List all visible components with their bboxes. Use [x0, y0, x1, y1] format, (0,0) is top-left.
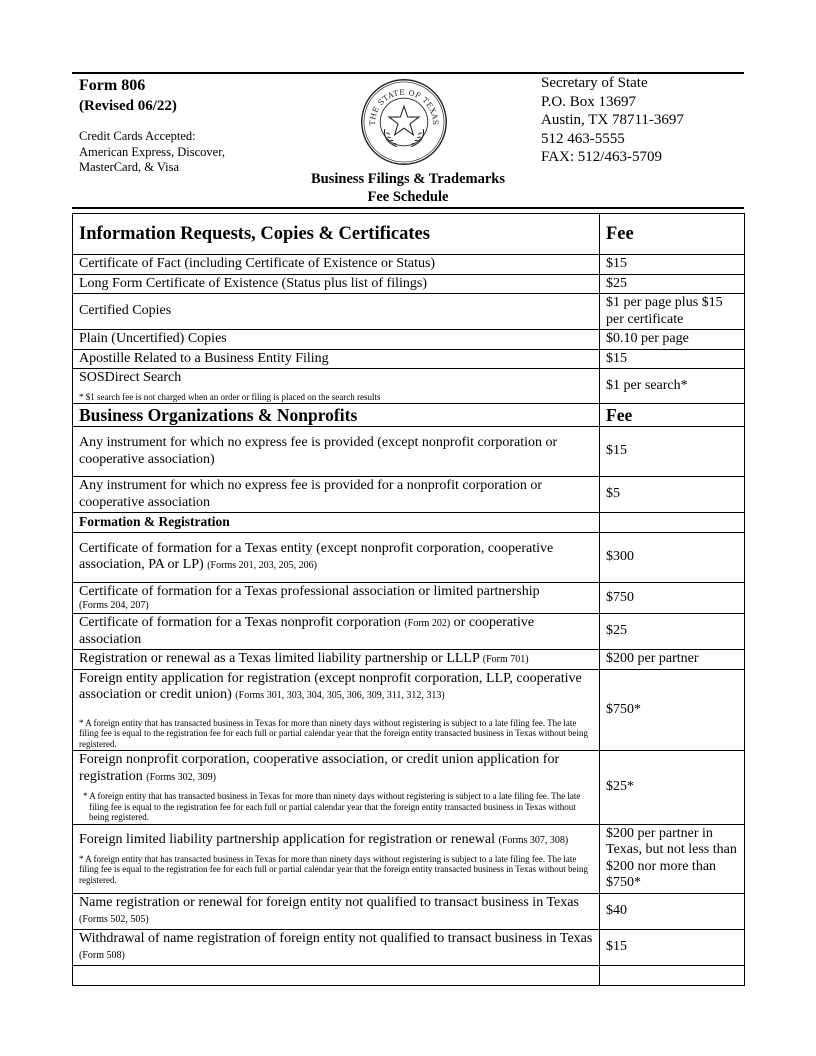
phone: 512 463-5555: [541, 130, 625, 147]
table-row: Foreign nonprofit corporation, cooperative association, or credit union application for registration (Forms 302, 309) * A foreign entity that has transacted business in Texas for more than ninety days without registering is subject to a late filing fee. The late filing fee is equal to the registration fee for each full or partial calendar year that the foreign entity transacted business in Texas without being registered. $25*: [73, 751, 745, 825]
formation-heading: Formation & Registration: [73, 513, 600, 533]
fee-column-heading: Fee: [600, 214, 745, 255]
table-row: Withdrawal of name registration of foreign entity not qualified to transact business in Texas (Form 508) $15: [73, 929, 745, 965]
table-row: Foreign entity application for registration (except nonprofit corporation, LLP, cooperative association or credit union) (Forms 301, 303, 304, 305, 306, 309, 311, 312, 313) * A foreign entity that has transacted business in Texas for more than ninety days without registering is subject to a late filing fee. The late filing fee is equal to the registration fee for each full or partial calendar year that the foreign entity transacted business in Texas without being registered. $750*: [73, 669, 745, 751]
table-row: Certified Copies $1 per page plus $15 per certificate: [73, 294, 745, 330]
fee-column-heading: Fee: [600, 404, 745, 427]
table-row: Certificate of formation for a Texas entity (except nonprofit corporation, cooperative association, PA or LP) (Forms 201, 203, 205, 206) $300: [73, 532, 745, 582]
table-row: Certificate of formation for a Texas nonprofit corporation (Form 202) or cooperative association $25: [73, 614, 745, 650]
city-state-zip: Austin, TX 78711-3697: [541, 112, 684, 128]
form-reference: (Forms 302, 309): [146, 771, 216, 783]
fee-schedule-table: [72, 213, 745, 986]
form-reference: (Forms 204, 207): [79, 600, 149, 611]
form-reference: (Form 202): [404, 618, 451, 629]
form-number: Form 806: [79, 77, 146, 94]
po-box: P.O. Box 13697: [541, 93, 637, 110]
form-reference: (Forms 201, 203, 205, 206): [207, 560, 317, 571]
table-row: Registration or renewal as a Texas limited liability partnership or LLLP (Form 701) $200 per partner: [73, 650, 745, 670]
document-title: Business Filings & Trademarks Fee Schedule: [310, 171, 506, 205]
section-heading-row: [73, 214, 745, 255]
form-reference: (Forms 307, 308): [498, 835, 569, 846]
form-reference: (Form 701): [482, 654, 529, 665]
table-row: Plain (Uncertified) Copies $0.10 per page: [73, 330, 745, 350]
credit-cards-accepted: Credit Cards Accepted: American Express, Discover, MasterCard, & Visa: [79, 129, 225, 174]
office-name: Secretary of State: [541, 75, 648, 91]
footnote: * A foreign entity that has transacted business in Texas for more than ninety days without registering is subject to a late filing fee. The late filing fee is equal to the registration fee for each full or partial calendar year that the foreign entity transacted business in Texas without being registered.: [79, 717, 589, 749]
footnote: * A foreign entity that has transacted business in Texas for more than ninety days without registering is subject to a late filing fee. The late filing fee is equal to the registration fee for each full or partial calendar year that the foreign entity transacted business in Texas without being registered.: [79, 853, 589, 885]
fax: FAX: 512/463-5709: [541, 149, 662, 165]
table-row: Foreign limited liability partnership application for registration or renewal (Forms 307, 308) * A foreign entity that has transacted business in Texas for more than ninety days without registering is subject to a late filing fee. The late filing fee is equal to the registration fee for each full or partial calendar year that the foreign entity transacted business in Texas without being registered. $200 per partner in Texas, but not less than $200 nor more than $750*: [73, 824, 745, 893]
texas-state-seal-icon: [360, 78, 448, 166]
form-info: [79, 77, 319, 176]
header-bottom-rule: [72, 207, 744, 209]
table-row: SOSDirect Search * $1 search fee is not charged when an order or filing is placed on the search results $1 per search*: [73, 369, 745, 404]
section-heading-row: [73, 404, 745, 427]
section-heading: Business Organizations & Nonprofits: [73, 404, 600, 427]
footnote: * A foreign entity that has transacted business in Texas for more than ninety days without registering is subject to a late filing fee. The late filing fee is equal to the registration fee for each full or partial calendar year that the foreign entity transacted business in Texas without being registered.: [83, 791, 581, 822]
subheading-row: [73, 513, 745, 533]
revision-date: (Revised 06/22): [79, 98, 177, 114]
office-address: [541, 74, 684, 167]
form-reference: (Forms 502, 505): [79, 914, 149, 925]
table-row: Any instrument for which no express fee is provided (except nonprofit corporation or cooperative association) $15: [73, 427, 745, 477]
section-heading: Information Requests, Copies & Certificates: [73, 214, 600, 255]
empty-row: [73, 965, 745, 985]
table-row: Long Form Certificate of Existence (Status plus list of filings) $25: [73, 274, 745, 294]
form-reference: (Forms 301, 303, 304, 305, 306, 309, 311, 312, 313): [235, 690, 445, 701]
table-row: Any instrument for which no express fee is provided for a nonprofit corporation or cooperative association $5: [73, 477, 745, 513]
table-row: Certificate of Fact (including Certificate of Existence or Status) $15: [73, 255, 745, 275]
table-row: Apostille Related to a Business Entity Filing $15: [73, 349, 745, 369]
table-row: Name registration or renewal for foreign entity not qualified to transact business in Texas (Forms 502, 505) $40: [73, 893, 745, 929]
table-row: Certificate of formation for a Texas professional association or limited partnership (Forms 204, 207) $750: [73, 582, 745, 614]
form-reference: (Form 508): [79, 950, 125, 961]
footnote: * $1 search fee is not charged when an order or filing is placed on the search results: [79, 391, 381, 402]
svg-text:THE STATE OF TEXAS: THE STATE OF TEXAS: [367, 87, 441, 126]
